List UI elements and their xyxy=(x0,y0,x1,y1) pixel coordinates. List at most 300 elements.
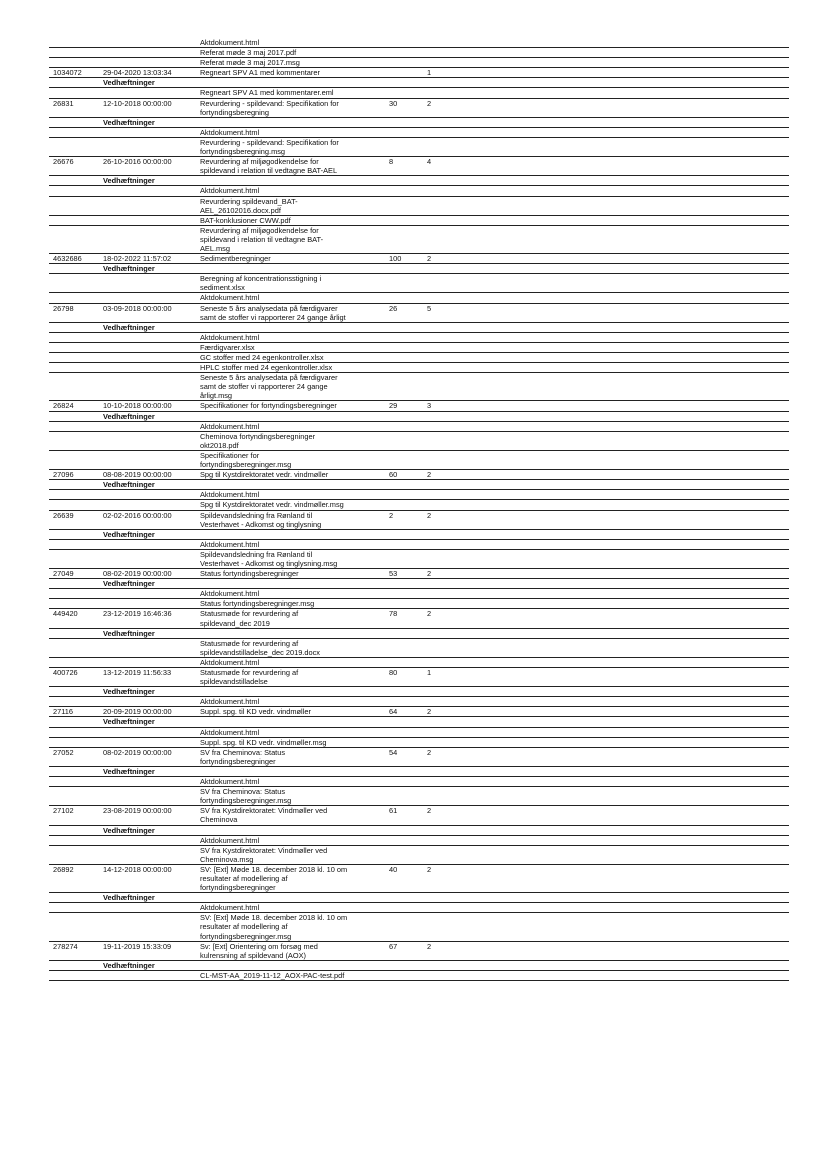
attachments-label: Vedhæftninger xyxy=(103,825,155,835)
empty-cell xyxy=(103,589,200,598)
attachment-file-row xyxy=(49,38,789,48)
attachment-filename: Regneart SPV A1 med kommentarer.eml xyxy=(200,88,334,98)
attachment-filename: Revurdering af miljøgodkendelse for spildevand i relation til vedtagne BAT- AEL.msg xyxy=(200,225,324,253)
empty-cell xyxy=(49,971,103,980)
attachments-header-row xyxy=(49,767,789,777)
attachments-label: Vedhæftninger xyxy=(103,78,155,88)
doc-title: Specifikationer for fortyndingsberegninger xyxy=(200,401,337,411)
attachment-file-row xyxy=(49,373,789,401)
empty-cell xyxy=(49,343,103,352)
attachment-filename: BAT-konklusioner CWW.pdf xyxy=(200,215,291,225)
empty-cell xyxy=(49,500,103,509)
empty-cell xyxy=(103,658,200,667)
empty-cell xyxy=(103,697,200,706)
empty-cell xyxy=(103,599,200,608)
doc-number: 67 xyxy=(389,941,398,951)
empty-cell xyxy=(200,629,389,638)
doc-number: 78 xyxy=(389,609,398,619)
doc-title: Statusmøde for revurdering af spildevand_dec 2019 xyxy=(200,609,299,628)
doc-date: 18-02-2022 11:57:02 xyxy=(103,254,172,264)
empty-cell xyxy=(49,961,103,970)
document-row xyxy=(49,254,789,264)
empty-cell xyxy=(103,500,200,509)
attachments-label: Vedhæftninger xyxy=(103,687,155,697)
document-row xyxy=(49,511,789,530)
empty-cell xyxy=(49,589,103,598)
doc-date: 08-02-2019 00:00:00 xyxy=(103,747,172,757)
attachment-file-row xyxy=(49,293,789,303)
attachment-filename: Spildevandsledning fra Rønland til Vesterhavet - Adkomst og tinglysning.msg xyxy=(200,549,338,568)
empty-cell xyxy=(103,38,200,47)
empty-cell xyxy=(49,186,103,195)
attachments-header-row xyxy=(49,530,789,540)
empty-cell xyxy=(49,48,103,57)
doc-date: 03-09-2018 00:00:00 xyxy=(103,303,172,313)
attachments-header-row xyxy=(49,893,789,903)
empty-cell xyxy=(103,343,200,352)
empty-cell xyxy=(49,353,103,362)
attachments-header-row xyxy=(49,961,789,971)
attachments-label: Vedhæftninger xyxy=(103,960,155,970)
doc-number: 26 xyxy=(389,303,398,313)
empty-cell xyxy=(103,353,200,362)
doc-id: 26676 xyxy=(53,157,74,167)
attachment-filename: Aktdokument.html xyxy=(200,332,260,342)
doc-date: 14-12-2018 00:00:00 xyxy=(103,864,172,874)
attachment-filename: CL-MST-AA_2019-11-12_AOX-PAC-test.pdf xyxy=(200,970,345,980)
doc-id: 27096 xyxy=(53,470,74,480)
doc-date: 29-04-2020 13:03:34 xyxy=(103,68,172,78)
doc-pages: 2 xyxy=(427,864,432,874)
attachments-label: Vedhæftninger xyxy=(103,480,155,490)
empty-cell xyxy=(103,216,200,225)
document-row xyxy=(49,569,789,579)
empty-cell xyxy=(49,451,103,469)
empty-cell xyxy=(49,826,103,835)
empty-cell xyxy=(49,490,103,499)
empty-cell xyxy=(49,728,103,737)
empty-cell xyxy=(49,128,103,137)
attachments-header-row xyxy=(49,78,789,88)
empty-cell xyxy=(103,197,200,215)
document-row xyxy=(49,668,789,687)
attachment-file-row xyxy=(49,490,789,500)
doc-number: 2 xyxy=(389,510,394,520)
empty-cell xyxy=(49,687,103,696)
doc-pages: 3 xyxy=(427,401,432,411)
attachments-label: Vedhæftninger xyxy=(103,717,155,727)
empty-cell xyxy=(49,658,103,667)
doc-pages: 2 xyxy=(427,707,432,717)
doc-number: 61 xyxy=(389,806,398,816)
empty-cell xyxy=(103,913,200,940)
doc-id: 27049 xyxy=(53,569,74,579)
empty-cell xyxy=(103,777,200,786)
attachment-file-row xyxy=(49,589,789,599)
doc-title: Sedimentberegninger xyxy=(200,254,271,264)
empty-cell xyxy=(103,333,200,342)
attachment-filename: Status fortyndingsberegninger.msg xyxy=(200,599,315,609)
attachment-file-row xyxy=(49,274,789,293)
attachment-file-row xyxy=(49,639,789,658)
attachments-label: Vedhæftninger xyxy=(103,893,155,903)
empty-cell xyxy=(49,323,103,332)
doc-pages: 4 xyxy=(427,157,432,167)
doc-date: 23-08-2019 00:00:00 xyxy=(103,806,172,816)
attachments-label: Vedhæftninger xyxy=(103,176,155,186)
empty-cell xyxy=(49,540,103,549)
empty-cell xyxy=(103,293,200,302)
empty-cell xyxy=(49,216,103,225)
attachments-header-row xyxy=(49,176,789,186)
empty-cell xyxy=(49,846,103,864)
attachment-filename: Suppl. spg. til KD vedr. vindmøller.msg xyxy=(200,737,327,747)
empty-cell xyxy=(103,422,200,431)
doc-title: Sv: [Ext] Orientering om forsøg med kulrensning af spildevand (AOX) xyxy=(200,941,318,960)
attachment-file-row xyxy=(49,777,789,787)
doc-id: 449420 xyxy=(53,609,78,619)
empty-cell xyxy=(49,197,103,215)
empty-cell xyxy=(103,903,200,912)
attachment-filename: Aktdokument.html xyxy=(200,127,260,137)
doc-date: 08-02-2019 00:00:00 xyxy=(103,569,172,579)
empty-cell xyxy=(49,697,103,706)
attachment-file-row xyxy=(49,728,789,738)
doc-title: Suppl. spg. til KD vedr. vindmøller xyxy=(200,707,311,717)
empty-cell xyxy=(49,373,103,400)
doc-date: 26-10-2016 00:00:00 xyxy=(103,157,172,167)
doc-number: 60 xyxy=(389,470,398,480)
attachment-filename: Aktdokument.html xyxy=(200,657,260,667)
doc-pages: 2 xyxy=(427,254,432,264)
attachment-file-row xyxy=(49,58,789,68)
attachment-file-row xyxy=(49,599,789,609)
attachment-filename: Revurdering spildevand_BAT- AEL_26102016.docx.pdf xyxy=(200,196,298,215)
doc-pages: 2 xyxy=(427,569,432,579)
attachments-header-row xyxy=(49,826,789,836)
attachment-filename: Aktdokument.html xyxy=(200,186,260,196)
attachment-file-row xyxy=(49,913,789,941)
doc-title: Seneste 5 års analysedata på færdigvarer samt de stoffer vi rapporterer 24 gange årligt xyxy=(200,303,346,322)
doc-id: 27102 xyxy=(53,806,74,816)
doc-title: Spg til Kystdirektoratet vedr. vindmøller xyxy=(200,470,329,480)
empty-cell xyxy=(49,422,103,431)
doc-number: 40 xyxy=(389,864,398,874)
doc-id: 26892 xyxy=(53,864,74,874)
empty-cell xyxy=(103,550,200,568)
attachments-header-row xyxy=(49,717,789,727)
doc-title: SV fra Kystdirektoratet: Vindmøller ved Cheminova xyxy=(200,806,328,825)
doc-pages: 2 xyxy=(427,747,432,757)
doc-date: 08-08-2019 00:00:00 xyxy=(103,470,172,480)
attachment-file-row xyxy=(49,550,789,569)
attachment-filename: Specifikationer for fortyndingsberegninger.msg xyxy=(200,450,292,470)
attachment-filename: Aktdokument.html xyxy=(200,293,260,303)
empty-cell xyxy=(200,893,389,902)
doc-title: SV fra Cheminova: Status fortyndingsberegninger xyxy=(200,747,286,766)
empty-cell xyxy=(49,767,103,776)
empty-cell xyxy=(200,323,389,332)
attachment-filename: HPLC stoffer med 24 egenkontroller.xlsx xyxy=(200,363,333,373)
attachment-filename: Aktdokument.html xyxy=(200,589,260,599)
doc-date: 19-11-2019 15:33:09 xyxy=(103,941,172,951)
attachments-label: Vedhæftninger xyxy=(103,117,155,127)
attachment-file-row xyxy=(49,432,789,451)
empty-cell xyxy=(49,480,103,489)
empty-cell xyxy=(49,58,103,67)
empty-cell xyxy=(49,903,103,912)
doc-pages: 1 xyxy=(427,668,432,677)
empty-cell xyxy=(49,176,103,185)
attachment-file-row xyxy=(49,363,789,373)
document-row xyxy=(49,401,789,411)
document-row xyxy=(49,865,789,893)
attachments-header-row xyxy=(49,323,789,333)
doc-title: Regneart SPV A1 med kommentarer xyxy=(200,68,320,78)
attachment-filename: Aktdokument.html xyxy=(200,777,260,787)
doc-id: 26798 xyxy=(53,303,74,313)
empty-cell xyxy=(49,787,103,805)
attachment-filename: Aktdokument.html xyxy=(200,727,260,737)
attachment-filename: SV fra Cheminova: Status fortyndingsberegninger.msg xyxy=(200,787,292,806)
doc-title: Statusmøde for revurdering af spildevandstilladelse xyxy=(200,668,299,687)
doc-id: 4632686 xyxy=(53,254,82,264)
attachment-file-row xyxy=(49,333,789,343)
empty-cell xyxy=(103,88,200,97)
document-row xyxy=(49,99,789,118)
attachment-file-row xyxy=(49,138,789,157)
empty-cell xyxy=(103,432,200,450)
doc-number: 8 xyxy=(389,157,394,167)
attachment-filename: Cheminova fortyndingsberegninger okt2018.pdf xyxy=(200,431,316,450)
attachment-filename: Aktdokument.html xyxy=(200,697,260,707)
attachments-label: Vedhæftninger xyxy=(103,411,155,421)
attachment-filename: Statusmøde for revurdering af spildevandstilladelse_dec 2019.docx xyxy=(200,638,320,657)
empty-cell xyxy=(103,787,200,805)
attachment-filename: Seneste 5 års analysedata på færdigvarer samt de stoffer vi rapporterer 24 gange årligt.msg xyxy=(200,373,338,401)
doc-date: 12-10-2018 00:00:00 xyxy=(103,98,172,108)
empty-cell xyxy=(49,579,103,588)
doc-number: 64 xyxy=(389,707,398,717)
attachment-file-row xyxy=(49,88,789,98)
empty-cell xyxy=(103,639,200,657)
attachment-file-row xyxy=(49,186,789,196)
attachment-file-row xyxy=(49,658,789,668)
attachments-label: Vedhæftninger xyxy=(103,628,155,638)
attachment-filename: Aktdokument.html xyxy=(200,421,260,431)
empty-cell xyxy=(49,118,103,127)
empty-cell xyxy=(49,38,103,47)
attachments-header-row xyxy=(49,480,789,490)
empty-cell xyxy=(103,58,200,67)
empty-cell xyxy=(49,530,103,539)
empty-cell xyxy=(49,226,103,253)
attachment-file-row xyxy=(49,48,789,58)
empty-cell xyxy=(49,293,103,302)
attachment-file-row xyxy=(49,738,789,748)
document-row xyxy=(49,304,789,323)
empty-cell xyxy=(200,767,389,776)
document-row xyxy=(49,609,789,628)
attachment-file-row xyxy=(49,451,789,470)
doc-id: 27116 xyxy=(53,707,74,717)
empty-cell xyxy=(103,971,200,980)
empty-cell xyxy=(49,333,103,342)
empty-cell xyxy=(103,363,200,372)
doc-pages: 2 xyxy=(427,98,432,108)
empty-cell xyxy=(200,78,389,87)
empty-cell xyxy=(103,274,200,292)
empty-cell xyxy=(49,264,103,273)
empty-cell xyxy=(103,186,200,195)
empty-cell xyxy=(200,687,389,696)
doc-title: Revurdering - spildevand: Specifikation for fortyndingsberegning xyxy=(200,98,339,117)
empty-cell xyxy=(200,176,389,185)
doc-number: 54 xyxy=(389,747,398,757)
empty-cell xyxy=(49,432,103,450)
empty-cell xyxy=(103,836,200,845)
empty-cell xyxy=(49,138,103,156)
attachment-filename: Færdigvarer.xlsx xyxy=(200,342,255,352)
empty-cell xyxy=(49,913,103,940)
doc-id: 26831 xyxy=(53,98,74,108)
empty-cell xyxy=(49,836,103,845)
doc-date: 02-02-2016 00:00:00 xyxy=(103,510,172,520)
doc-id: 27052 xyxy=(53,747,74,757)
doc-id: 1034072 xyxy=(53,68,82,78)
attachments-header-row xyxy=(49,629,789,639)
attachment-filename: GC stoffer med 24 egenkontroller.xlsx xyxy=(200,353,324,362)
empty-cell xyxy=(49,363,103,372)
doc-title: Spildevandsledning fra Rønland til Vesterhavet - Adkomst og tinglysning xyxy=(200,510,322,529)
empty-cell xyxy=(103,846,200,864)
empty-cell xyxy=(49,274,103,292)
empty-cell xyxy=(200,264,389,273)
empty-cell xyxy=(200,717,389,726)
empty-cell xyxy=(103,128,200,137)
empty-cell xyxy=(49,777,103,786)
attachment-file-row xyxy=(49,903,789,913)
empty-cell xyxy=(49,550,103,568)
attachment-file-row xyxy=(49,846,789,865)
doc-number: 100 xyxy=(389,254,402,264)
attachments-label: Vedhæftninger xyxy=(103,579,155,589)
attachments-label: Vedhæftninger xyxy=(103,766,155,776)
attachment-file-row xyxy=(49,353,789,363)
attachments-header-row xyxy=(49,412,789,422)
attachment-file-row xyxy=(49,128,789,138)
document-row xyxy=(49,157,789,176)
doc-id: 400726 xyxy=(53,668,78,677)
doc-id: 26639 xyxy=(53,510,74,520)
doc-pages: 2 xyxy=(427,470,432,480)
empty-cell xyxy=(200,961,389,970)
empty-cell xyxy=(103,138,200,156)
doc-pages: 1 xyxy=(427,68,432,78)
attachment-filename: Referat møde 3 maj 2017.msg xyxy=(200,58,300,68)
empty-cell xyxy=(200,530,389,539)
attachment-filename: Beregning af koncentrationsstigning i sediment.xlsx xyxy=(200,274,322,293)
attachment-filename: Aktdokument.html xyxy=(200,539,260,549)
attachment-file-row xyxy=(49,216,789,226)
empty-cell xyxy=(103,540,200,549)
empty-cell xyxy=(103,373,200,400)
document-row xyxy=(49,748,789,767)
empty-cell xyxy=(103,738,200,747)
empty-cell xyxy=(200,579,389,588)
empty-cell xyxy=(103,48,200,57)
attachment-filename: Spg til Kystdirektoratet vedr. vindmøller.msg xyxy=(200,500,344,510)
empty-cell xyxy=(200,826,389,835)
doc-date: 23-12-2019 16:46:36 xyxy=(103,609,172,619)
attachments-label: Vedhæftninger xyxy=(103,529,155,539)
attachment-file-row xyxy=(49,500,789,510)
attachment-filename: Aktdokument.html xyxy=(200,38,260,47)
attachments-label: Vedhæftninger xyxy=(103,322,155,332)
doc-number: 29 xyxy=(389,401,398,411)
document-row xyxy=(49,806,789,825)
doc-date: 13-12-2019 11:56:33 xyxy=(103,668,172,677)
attachments-header-row xyxy=(49,687,789,697)
document-list-table xyxy=(49,38,789,981)
attachments-header-row xyxy=(49,264,789,274)
attachment-filename: Aktdokument.html xyxy=(200,835,260,845)
attachment-filename: Aktdokument.html xyxy=(200,490,260,500)
attachment-filename: Referat møde 3 maj 2017.pdf xyxy=(200,48,297,58)
doc-title: Status fortyndingsberegninger xyxy=(200,569,299,579)
attachment-filename: SV fra Kystdirektoratet: Vindmøller ved Cheminova.msg xyxy=(200,845,328,864)
attachment-filename: Aktdokument.html xyxy=(200,903,260,913)
empty-cell xyxy=(103,451,200,469)
empty-cell xyxy=(49,599,103,608)
empty-cell xyxy=(49,893,103,902)
document-row xyxy=(49,942,789,961)
attachment-filename: SV: [Ext] Møde 18. december 2018 kl. 10 om resultater af modellering af fortyndingsberegninger.msg xyxy=(200,913,348,941)
attachment-file-row xyxy=(49,971,789,981)
document-row xyxy=(49,68,789,78)
document-row xyxy=(49,470,789,480)
empty-cell xyxy=(49,717,103,726)
empty-cell xyxy=(103,728,200,737)
doc-number: 53 xyxy=(389,569,398,579)
empty-cell xyxy=(103,490,200,499)
doc-pages: 2 xyxy=(427,806,432,816)
empty-cell xyxy=(49,88,103,97)
empty-cell xyxy=(49,738,103,747)
document-row xyxy=(49,707,789,717)
doc-pages: 5 xyxy=(427,303,432,313)
empty-cell xyxy=(49,629,103,638)
doc-number: 80 xyxy=(389,668,398,677)
attachment-file-row xyxy=(49,836,789,846)
doc-number xyxy=(389,68,427,77)
attachment-file-row xyxy=(49,422,789,432)
doc-title: SV: [Ext] Møde 18. december 2018 kl. 10 om resultater af modellering af fortyndingsberegninger xyxy=(200,864,348,893)
attachment-file-row xyxy=(49,540,789,550)
attachment-filename: Revurdering - spildevand: Specifikation for fortyndingsberegning.msg xyxy=(200,137,339,157)
doc-pages: 2 xyxy=(427,941,432,951)
doc-number: 30 xyxy=(389,98,398,108)
attachment-file-row xyxy=(49,197,789,216)
empty-cell xyxy=(49,639,103,657)
doc-id: 26824 xyxy=(53,401,74,411)
attachments-header-row xyxy=(49,579,789,589)
attachment-file-row xyxy=(49,226,789,254)
empty-cell xyxy=(49,412,103,421)
empty-cell xyxy=(200,412,389,421)
empty-cell xyxy=(103,226,200,253)
attachments-header-row xyxy=(49,118,789,128)
